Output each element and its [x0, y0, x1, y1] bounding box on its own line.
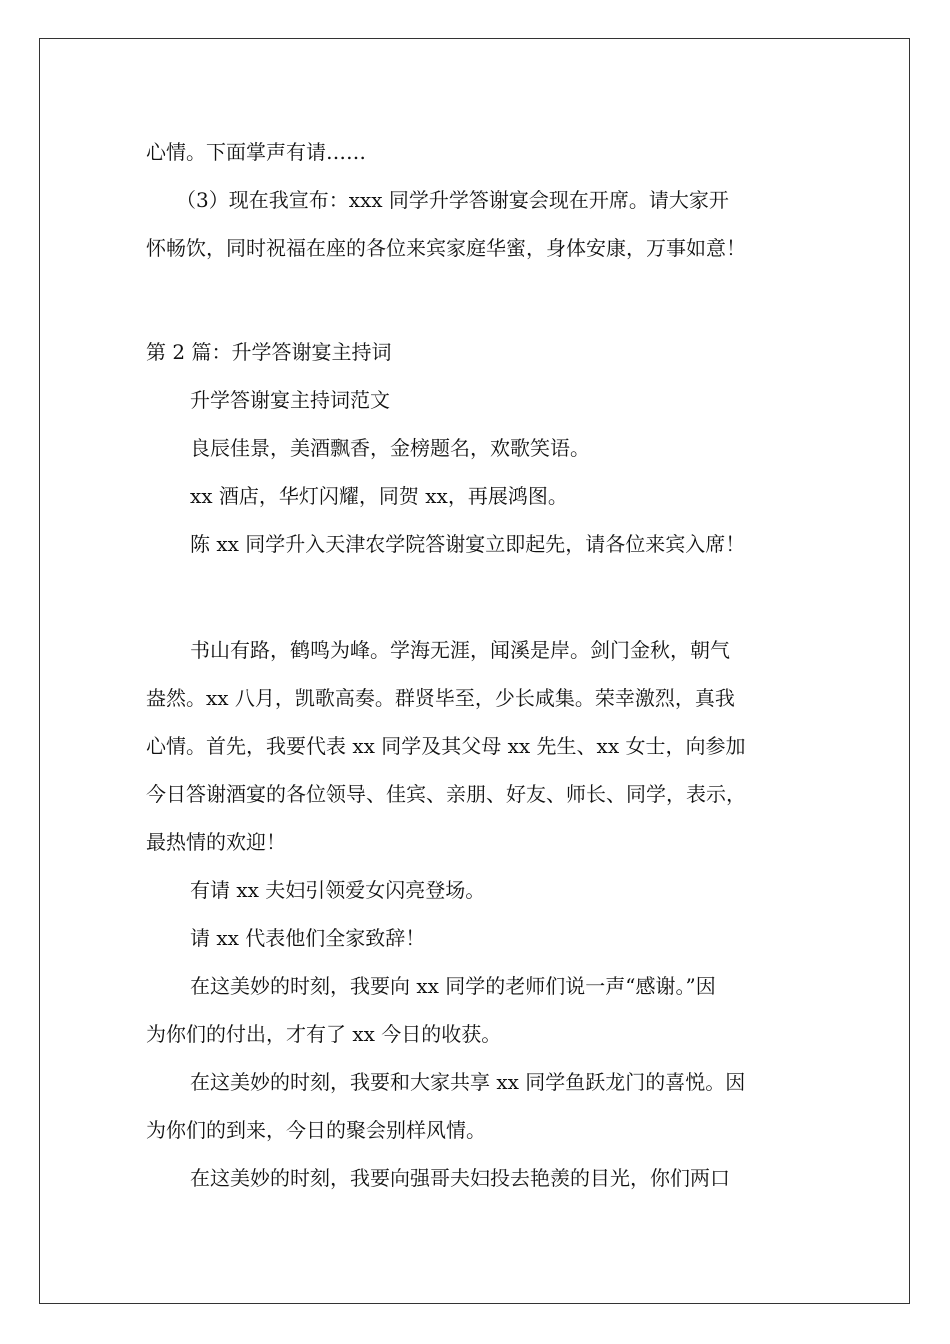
- text-line: 在这美妙的时刻，我要向 xx 同学的老师们说一声“感谢。”因: [190, 974, 716, 998]
- text-line: 盎然。xx 八月，凯歌高奏。群贤毕至，少长咸集。荣幸激烈，真我: [146, 686, 735, 710]
- text-line: 今日答谢酒宴的各位领导、佳宾、亲朋、好友、师长、同学，表示，: [146, 782, 746, 806]
- text-line: 陈 xx 同学升入天津农学院答谢宴立即起先，请各位来宾入席！: [190, 532, 746, 556]
- document-body: [146, 128, 826, 1202]
- paragraph-gap: [146, 272, 826, 328]
- text-line: 最热情的欢迎！: [146, 830, 286, 854]
- paragraph-gap: [146, 568, 826, 626]
- text-line: 有请 xx 夫妇引领爱女闪亮登场。: [190, 878, 486, 902]
- text-line: 良辰佳景，美酒飘香，金榜题名，欢歌笑语。: [190, 436, 590, 460]
- text-line: xx 酒店，华灯闪耀，同贺 xx，再展鸿图。: [190, 484, 568, 508]
- text-line: 为你们的到来，今日的聚会别样风情。: [146, 1118, 486, 1142]
- text-line: 心情。首先，我要代表 xx 同学及其父母 xx 先生、xx 女士，向参加: [146, 734, 746, 758]
- text-line: 在这美妙的时刻，我要和大家共享 xx 同学鱼跃龙门的喜悦。因: [190, 1070, 746, 1094]
- text-line: 心情。下面掌声有请……: [146, 140, 366, 164]
- text-line: 在这美妙的时刻，我要向强哥夫妇投去艳羡的目光，你们两口: [190, 1166, 730, 1190]
- section-heading: 第 2 篇：升学答谢宴主持词: [146, 340, 392, 364]
- text-line: 怀畅饮，同时祝福在座的各位来宾家庭华蜜，身体安康，万事如意！: [146, 236, 746, 260]
- text-line: 书山有路，鹤鸣为峰。学海无涯，闻溪是岸。剑门金秋，朝气: [190, 638, 730, 662]
- text-line: （3）现在我宣布：xxx 同学升学答谢宴会现在开席。请大家开: [176, 188, 729, 212]
- text-line: 请 xx 代表他们全家致辞！: [190, 926, 426, 950]
- text-line: 为你们的付出，才有了 xx 今日的收获。: [146, 1022, 502, 1046]
- text-line: 升学答谢宴主持词范文: [190, 388, 390, 412]
